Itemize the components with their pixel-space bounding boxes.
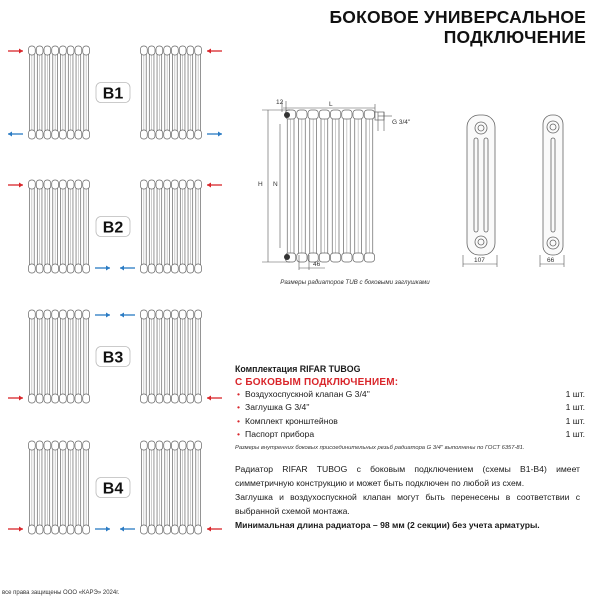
kit-subtitle: С БОКОВЫМ ПОДКЛЮЧЕНИЕМ: xyxy=(235,377,399,388)
side-view-2-column xyxy=(543,115,563,255)
svg-text:B2: B2 xyxy=(102,219,124,237)
kit-contents xyxy=(235,364,585,451)
description-p1: Радиатор RIFAR TUBOG с боковым подключением (схемы В1-В4) имеет симметричную конструкцию и может быть подключен по любой из схем. xyxy=(235,464,580,488)
scheme-label xyxy=(96,347,130,367)
bullet-icon: • xyxy=(237,389,241,399)
svg-text:B1: B1 xyxy=(102,85,124,103)
dim-pitch-label: 46 xyxy=(313,261,321,268)
kit-item xyxy=(235,388,585,401)
thread-label: G 3/4'' xyxy=(392,119,411,126)
radiator-left xyxy=(29,310,90,403)
supply-arrow-icon xyxy=(207,396,222,401)
drawing-caption: Размеры радиаторов TUB с боковыми заглушками xyxy=(280,279,430,286)
kit-item-name: Комплект кронштейнов xyxy=(245,415,338,426)
kit-item-qty: 1 шт. xyxy=(565,428,585,439)
kit-item xyxy=(235,428,585,441)
page-title-line1: БОКОВОЕ УНИВЕРСАЛЬНОЕ xyxy=(329,7,586,27)
scheme-b3 xyxy=(8,310,222,403)
kit-item-qty: 1 шт. xyxy=(565,389,585,399)
kit-item xyxy=(235,415,585,428)
kit-item-name: Воздухоспускной клапан G 3/4'' xyxy=(245,389,370,399)
kit-item-qty: 1 шт. xyxy=(565,402,585,413)
svg-text:B4: B4 xyxy=(102,480,124,498)
bullet-icon: • xyxy=(237,402,241,413)
dim-offset-label: 12 xyxy=(276,99,284,106)
kit-item-name: Заглушка G 3/4'' xyxy=(245,402,310,413)
dimension-lines xyxy=(262,101,564,270)
supply-arrow-icon xyxy=(207,527,222,532)
supply-arrow-icon xyxy=(8,396,23,401)
description-p3: Минимальная длина радиатора – 98 мм (2 секции) без учета арматуры. xyxy=(235,520,540,530)
page-title-line2: ПОДКЛЮЧЕНИЕ xyxy=(443,27,586,47)
kit-list xyxy=(235,388,585,441)
depth-2col-label: 66 xyxy=(547,257,555,264)
return-arrow-icon xyxy=(95,313,110,318)
side-view-3-column xyxy=(467,115,495,255)
scheme-b4 xyxy=(8,441,222,534)
copyright: все права защищены ООО «КАРЭ» 2024г. xyxy=(2,590,120,596)
svg-text:B3: B3 xyxy=(102,349,124,367)
description-p2: Заглушка и воздухоспускной клапан могут быть перенесены в соответствии с выбранной схемой монтажа. xyxy=(235,492,580,516)
depth-3col-label: 107 xyxy=(474,257,485,264)
supply-arrow-icon xyxy=(8,527,23,532)
description xyxy=(235,462,580,532)
radiator-left xyxy=(29,441,90,534)
scheme-label xyxy=(96,478,130,498)
dim-axis-label: N xyxy=(273,181,278,188)
kit-note: Размеры внутренних боковых присоединительных резьб радиатора G 3/4'' выполнены по ГОСТ 6357-81. xyxy=(235,445,525,452)
dim-length-label: L xyxy=(329,101,333,108)
dim-height-label: H xyxy=(258,181,263,188)
bullet-icon: • xyxy=(237,428,241,439)
return-arrow-icon xyxy=(120,527,135,532)
kit-item xyxy=(235,401,585,414)
return-arrow-icon xyxy=(95,527,110,532)
radiator-right xyxy=(141,441,202,534)
kit-item-qty: 1 шт. xyxy=(565,415,585,426)
radiator-right xyxy=(141,310,202,403)
kit-title: Комплектация RIFAR TUBOG xyxy=(235,364,361,374)
radiator-front-view xyxy=(284,110,384,262)
bullet-icon: • xyxy=(237,415,241,426)
return-arrow-icon xyxy=(120,313,135,318)
kit-item-name: Паспорт прибора xyxy=(245,428,315,439)
